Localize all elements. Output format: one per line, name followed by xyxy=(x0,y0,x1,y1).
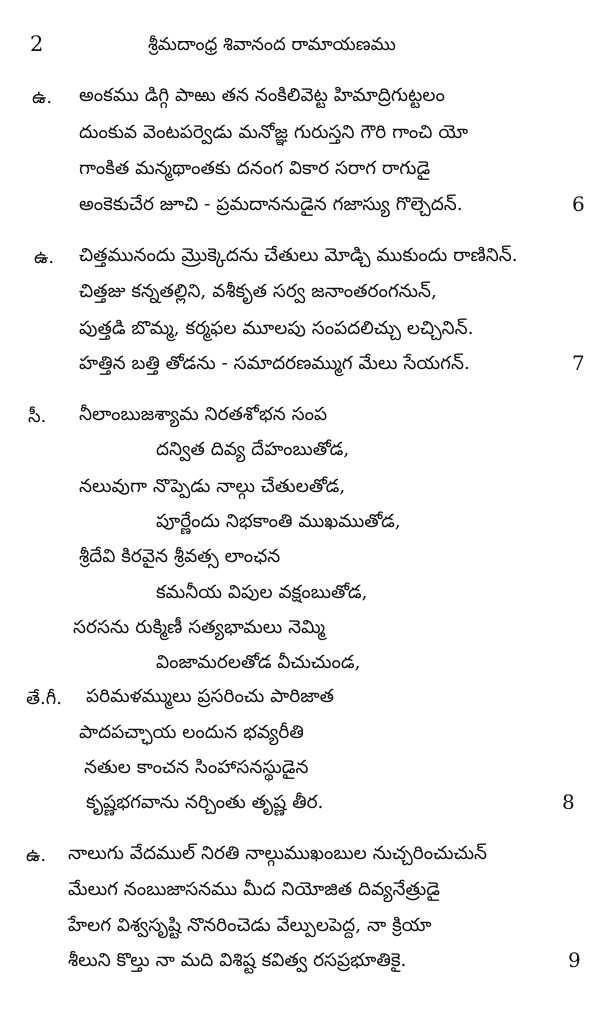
verse-number: 7 xyxy=(572,351,585,375)
verse-line: శీలుని కొల్తు నా మది విశిష్ట కవిత్వ రసప్రభూతికై. xyxy=(68,950,407,971)
verse-number: 6 xyxy=(572,192,585,216)
verse-line: నీలాంబుజశ్యామ నిరతశోభన సంప xyxy=(79,404,328,425)
verse-line: శ్రీదేవి కిరవైన శ్రీవత్స లాంఛన xyxy=(79,546,281,567)
running-title: శ్రీమదాంధ్ర శివానంద రామాయణము xyxy=(148,34,396,55)
verse-line: మేలుగ నంబుజాసనము మీద నియోజిత దివ్యనేత్రుడై xyxy=(68,879,440,900)
verse-line: పాదపచ్ఛాయ లందున భవ్యరీతి xyxy=(79,722,304,743)
verse-line: నలువుగా నొప్పెడు నాల్గు చేతులతోడ, xyxy=(79,476,346,497)
verse-line: నతుల కాంచన సింహాసనస్థుడైన xyxy=(84,757,309,778)
verse-line: కృష్ణభగవాను నర్చింతు తృష్ణ తీర. xyxy=(86,792,324,813)
verse-line: కమనీయ విపుల వక్షంబుతోడ, xyxy=(156,582,368,603)
verse-meter-label: తే.గీ. xyxy=(26,688,62,709)
page-number: 2 xyxy=(30,32,44,56)
verse-line: అంకెకుచేర జూచి - ప్రమదాననుడైన గజాస్యు గొల్చెదన్. xyxy=(79,194,463,215)
verse-number: 8 xyxy=(562,790,575,814)
verse-line: పుత్తడి బొమ్మ, కర్మఫల మూలపు సంపదలిచ్చు లచ్చినిన్. xyxy=(79,318,474,339)
verse-meter-label: ఉ. xyxy=(32,87,53,108)
verse-line: చిత్తజు కన్నతల్లిని, వశీకృత సర్వ జనాంతరంగనున్, xyxy=(79,281,437,302)
verse-line: పరిమళమ్ములు ప్రసరించు పారిజాత xyxy=(86,686,334,707)
verse-line: దుంకువ వెంటపర్వెడు మనోజ్ఞ గురుస్తని గౌరి గాంచి యో xyxy=(79,122,469,143)
verse-line: పూర్ణేందు నిభకాంతి ముఖముతోడ, xyxy=(156,511,401,532)
verse-number: 9 xyxy=(568,948,581,972)
verse-line: గాంకిత మన్మథాంతకు దనంగ వికార సరాగ రాగుడై xyxy=(79,158,431,179)
verse-meter-label: ఉ. xyxy=(34,247,55,268)
verse-line: దన్విత దివ్య దేహంబుతోడ, xyxy=(156,439,350,460)
verse-meter-label: ఉ. xyxy=(26,845,47,866)
verse-line: నాలుగు వేదముల్ నిరతి నాల్గుముఖంబుల నుచ్చరించుచున్ xyxy=(68,843,488,864)
verse-line: హత్తిన బత్తి తోడను - సమాదరణమ్ముగ మేలు సేయగన్. xyxy=(79,353,470,374)
verse-line: హేలగ విశ్వసృష్టి నొనరించెడు వేల్పులపెద్ద, నా క్రియా xyxy=(68,915,432,936)
verse-line: సరసను రుక్మిణీ సత్యభామలు నెమ్మి xyxy=(73,617,326,638)
verse-line: అంకము డిగ్గి పాఱు తన నంకిలివెట్ట హిమాద్రిగుట్టలం xyxy=(79,85,445,106)
verse-meter-label: సీ. xyxy=(28,406,47,427)
verse-line: చిత్తమునందు మ్రొక్కెదను చేతులు మోడ్చి ముకుందు రాణినిన్. xyxy=(79,245,518,266)
verse-line: వింజామరలతోడ వీచుచుండ, xyxy=(156,652,361,673)
